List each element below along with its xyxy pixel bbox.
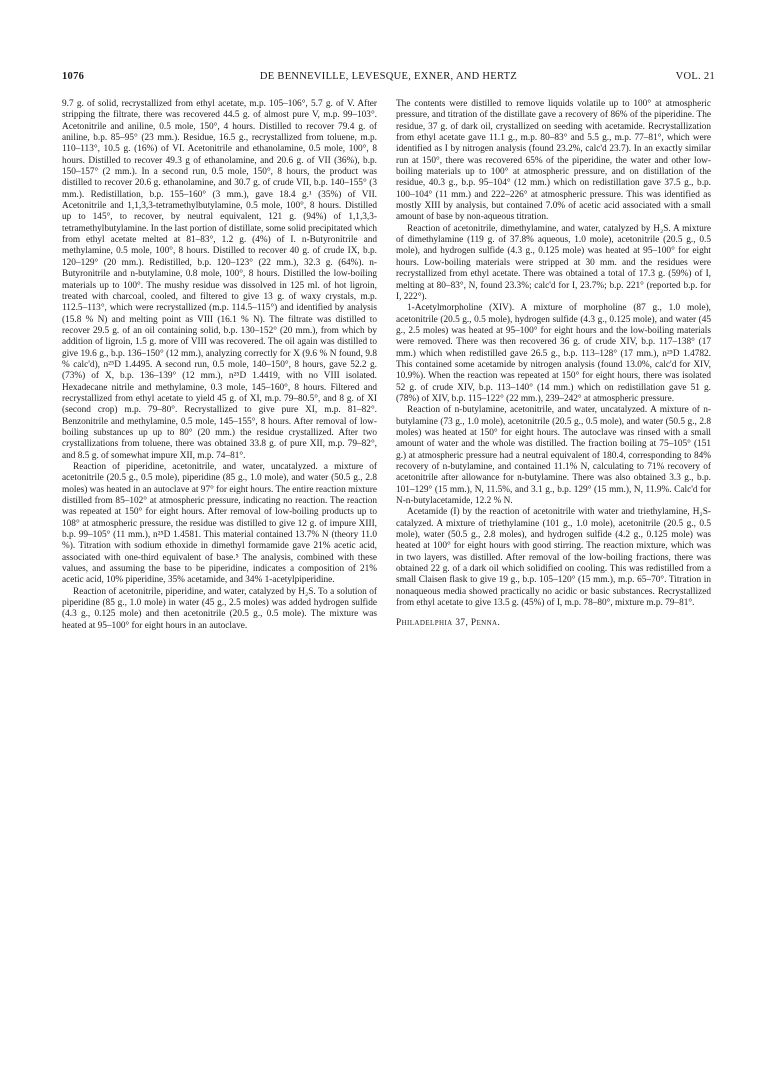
left-column xyxy=(62,99,377,632)
paragraph: Reaction of acetonitrile, piperidine, and water, catalyzed by H₂S. To a solution of piperidine (85 g., 1.0 mole) in water (45 g., 2.5 moles) was added hydrogen sulfide (4.3 g., 0.125 mole) and then acetonitrile (20.5 g., 0.5 mole). The mixture was heated at 95–100° for eight hours in an autoclave. xyxy=(62,586,377,631)
paragraph: Reaction of piperidine, acetonitrile, and water, uncatalyzed. a mixture of acetonitrile (20.5 g., 0.5 mole), piperidine (85 g., 1.0 mole), and water (50.5 g., 2.8 moles) was heated in an autoclave at 97° for eight hours. The entire reaction mixture distilled from 85–102° at atmospheric pressure, indicating no reaction. The reaction was repeated at 150° for eight hours. After removal of low-boiling products up to 108° at atmospheric pressure, the residue was distilled to give 12 g. of impure XIII, b.p. 99–105° (11 mm.), n²⁵D 1.4581. This material contained 13.7% N (theory 11.0 %). Titration with sodium ethoxide in dimethyl formamide gave 21% acetic acid, associated with one-third equivalent of base.⁵ The analysis, combined with these values, and assuming the base to be piperidine, indicates a composition of 21% acetic acid, 10% piperidine, 35% acetamide, and 34% 1-acetylpiperidine. xyxy=(62,462,377,586)
running-head-authors: DE BENNEVILLE, LEVESQUE, EXNER, AND HERTZ xyxy=(259,71,518,82)
paragraph: Acetamide (I) by the reaction of acetonitrile with water and triethylamine, H₂S-catalyzed. A mixture of triethylamine (101 g., 1.0 mole), acetonitrile (20.5 g., 0.5 mole), water (50.5 g., 2.8 moles), and hydrogen sulfide (4.2 g., 0.125 mole) was heated at 100° for eight hours with good stirring. The reaction mixture, which was in two layers, was distilled. After removal of the low-boiling fractions, there was obtained 22 g. of a dark oil which solidified on cooling. This was redistilled from a small Claisen flask to give 19 g., b.p. 105–120° (15 mm.), m.p. 65–70°. Titration in nonaqueous media showed practically no acidic or basic substances. Recrystallized from ethyl acetate to give 13.5 g. (45%) of I, m.p. 78–80°, mixture m.p. 79–81°. xyxy=(396,507,711,609)
paragraph: 1-Acetylmorpholine (XIV). A mixture of morpholine (87 g., 1.0 mole), acetonitrile (20.5 g., 0.5 mole), hydrogen sulfide (4.3 g., 0.125 mole), and water (45 g., 2.5 moles) was heated at 95–100° for eight hours and the low-boiling materials were removed. There was then recovered 36 g. of crude XIV, b.p. 117–138° (17 mm.) which when redistilled gave 26.5 g., b.p. 113–128° (17 mm.), n²⁵D 1.4782. This contained some acetamide by nitrogen analysis (found 13.0%, calc'd for XIV, 10.9%). When the reaction was repeated at 150° for eight hours, there was isolated 52 g. of crude XIV, b.p. 113–140° (14 mm.) which on redistillation gave 51 g. (78%) of XIV, b.p. 115–122° (22 mm.), 239–242° at atmospheric pressure. xyxy=(396,303,711,404)
running-header xyxy=(62,71,715,85)
paragraph: 9.7 g. of solid, recrystallized from ethyl acetate, m.p. 105–106°, 5.7 g. of V. After stripping the filtrate, there was recovered 44.5 g. of almost pure V, m.p. 99–103°. Acetonitrile and aniline, 0.5 mole, 150°, 4 hours. Distilled to recover 79.4 g. of aniline, b.p. 85–95° (23 mm.). Residue, 16.5 g., recrystallized from toluene, m.p. 110–113°, 10.5 g. (16%) of VI. Acetonitrile and ethanolamine, 0.5 mole, 100°, 8 hours. Distilled to recover 49.3 g of ethanolamine, and 20.6 g. of VII (36%), b.p. 150–157° (2 mm.). In a second run, 0.5 mole, 150°, 8 hours, the product was distilled to recover 20.6 g. ethanolamine, and 30.7 g. of crude VII, b.p. 140–155° (3 mm.). Redistillation, b.p. 155–160° (3 mm.), gave 18.4 g.¹ (35%) of VII. Acetonitrile and 1,1,3,3-tetramethylbutylamine, 0.5 mole, 100°, 8 hours. Distilled up to 145°, to recover, by neutral equivalent, 121 g. (94%) of 1,1,3,3-tetramethylbutylamine. In the last portion of distillate, some solid precipitated which from ethyl acetate melted at 81–83°, 1.2 g. (4%) of I. n-Butyronitrile and methylamine, 0.5 mole, 100°, 8 hours. Distilled to recover 40 g. of crude IX, b.p. 120–129° (20 mm.). Redistilled, b.p. 120–123° (22 mm.), 32.3 g. (64%). n-Butyronitrile and n-butylamine, 0.8 mole, 100°, 8 hours. Distilled the low-boiling materials up to 100°. The mushy residue was dissolved in 125 ml. of hot ligroin, treated with charcoal, cooled, and filtered to give 13 g. of waxy crystals, m.p. 112.5–113°, which were recrystallized (m.p. 114.5–115°) and identified by analysis (15.8 % N) and melting point as VIII (16.1 % N). The filtrate was distilled to recover 29.5 g. of an oil containing solid, b.p. 130–152° (20 mm.), from which by addition of ligroin, 1.5 g. more of VIII was recovered. The oil again was distilled to give 19.6 g., b.p. 136–150° (12 mm.), analyzing correctly for X (9.6 % N found, 9.8 % calc'd), n²⁵D 1.4495. A second run, 0.5 mole, 140–150°, 8 hours, gave 52.2 g. (73%) of X, b.p. 136–139° (12 mm.), n²⁵D 1.4419, with no VIII isolated. Hexadecane nitrile and methylamine, 0.3 mole, 145–160°, 8 hours. Filtered and recrystallized from ethyl acetate to yield 45 g. of XI, m.p. 79–80.5°, and 8 g. of XI (second crop) m.p. 79–80°. Recrystallized to give pure XI, m.p. 81–82°. Benzonitrile and methylamine, 0.5 mole, 145–155°, 8 hours. After removal of low-boiling substances up up to 80° (20 mm.) the residue crystallized. After two crystallizations from toluene, there was obtained 33.8 g. of pure XII, m.p. 79–82°, and 8.5 g. of somewhat impure XII, m.p. 74–81°. xyxy=(62,99,377,461)
paragraph: Reaction of n-butylamine, acetonitrile, and water, uncatalyzed. A mixture of n-butylamine (73 g., 1.0 mole), acetonitrile (20.5 g., 0.5 mole), and water (50.5 g., 2.8 moles) was heated at 150° for eight hours. The autoclave was rinsed with a small amount of water and the whole was distilled. The fraction boiling at 75–105° (151 g.) at atmospheric pressure had a neutral equivalent of 180.4, corresponding to 84% recovery of n-butylamine, and contained 11.1% N, calculating to 71% recovery of acetonitrile after allowance for n-butylamine. There was also obtained 3.3 g., b.p. 101–129° (15 mm.), N, 11.5%, and 3.1 g., b.p. 129° (15 mm.), N, 11.9%. Calc'd for N-n-butylacetamide, 12.2 % N. xyxy=(396,405,711,507)
volume-label: VOL. 21 xyxy=(675,71,715,82)
page-number: 1076 xyxy=(62,71,85,82)
location-signature: Philadelphia 37, Penna. xyxy=(396,618,501,629)
paragraph: The contents were distilled to remove liquids volatile up to 100° at atmospheric pressure, and titration of the distillate gave a recovery of 86% of the piperidine. The residue, 37 g. of dark oil, crystallized on seeding with acetamide. Recrystallization from ethyl acetate gave 11.1 g., m.p. 80–83° and 5.5 g., m.p. 77–81°, which were identified as I by nitrogen analysis (found 23.2%, calc'd 23.7). In an exactly similar run at 150°, there was recovered 65% of the piperidine, the water and other low-boiling materials up to 100° at atmospheric pressure, and on distillation of the residue, 40.3 g., b.p. 95–104° (12 mm.) which on redistillation gave 37.5 g., b.p. 100–104° (11 mm.) and 222–226° at atmospheric pressure. This was identified as mostly XIII by analysis, but contained 7.0% of acetic acid associated with a small amount of base by non-aqueous titration. xyxy=(396,99,711,223)
right-column xyxy=(396,99,711,630)
paragraph: Reaction of acetonitrile, dimethylamine, and water, catalyzed by H₂S. A mixture of dimethylamine (119 g. of 37.8% aqueous, 1.0 mole), acetonitrile (20.5 g., 0.5 mole), and hydrogen sulfide (4.3 g., 0.125 mole) was heated at 95–100° for eight hours. Low-boiling materials were stripped at 30 mm. and the residues were recrystallized from ethyl acetate. There was obtained a total of 17.3 g. (59%) of I, melting at 80–83°, N, found 23.3%; calc'd for I, 23.7%; b.p. 221° (reported b.p. for I, 222°). xyxy=(396,223,711,302)
